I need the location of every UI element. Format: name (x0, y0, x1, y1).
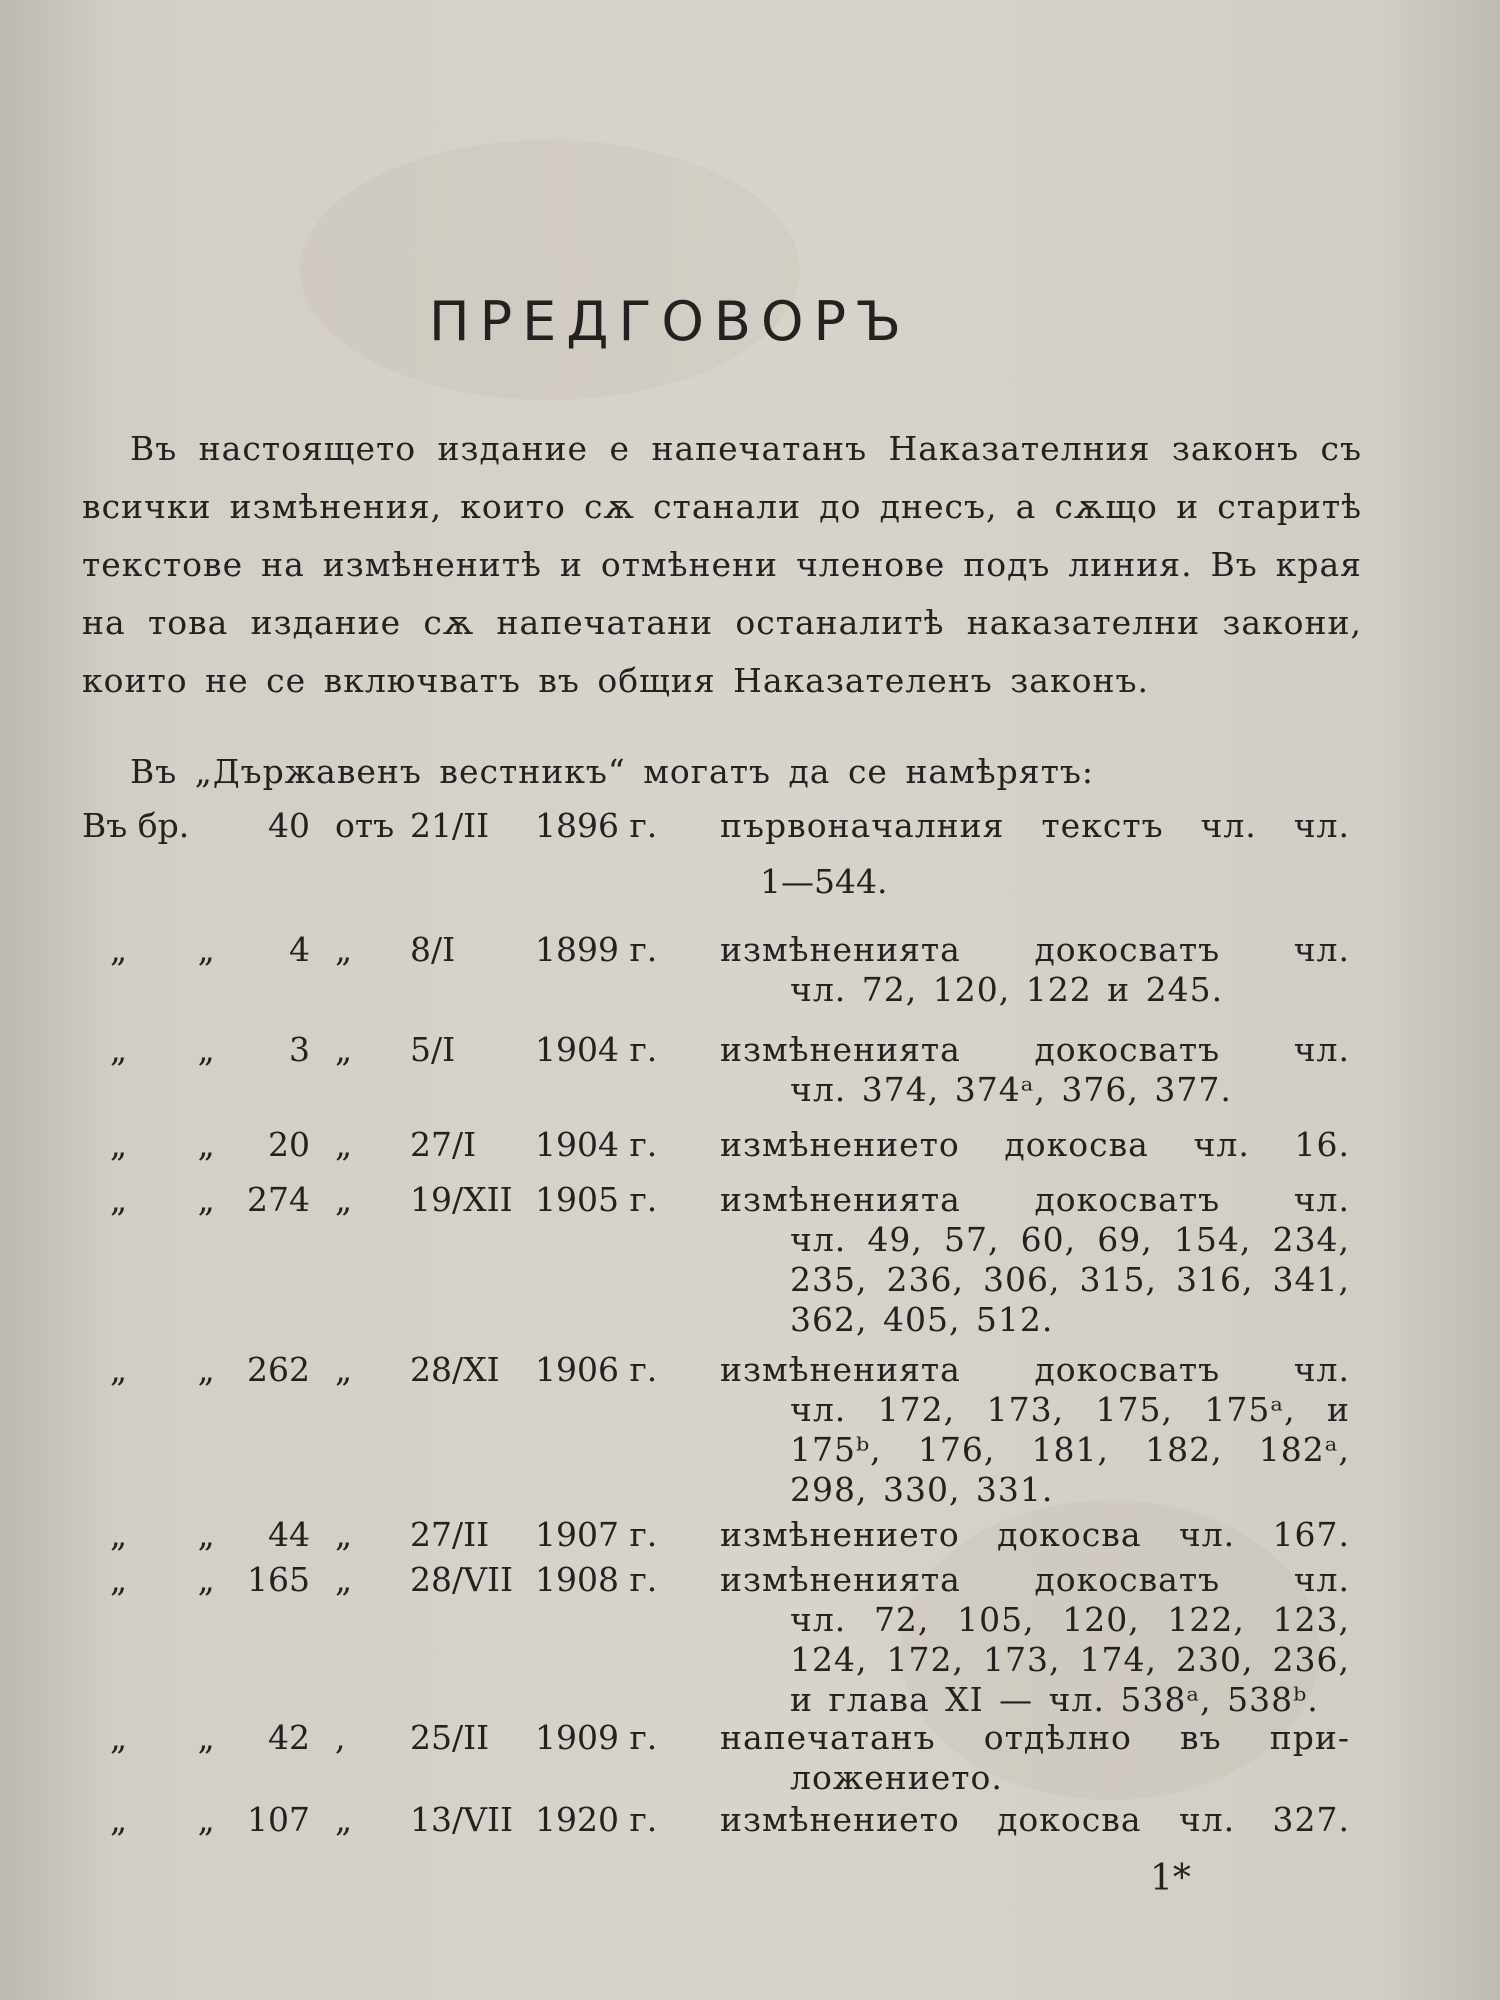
entry-year: 1920 г. (535, 1800, 658, 1839)
entry-issue: 4 (289, 930, 310, 969)
lead-line: Въ „Държавенъ вестникъ“ могатъ да се намѣрятъ: (130, 752, 1094, 791)
entry-description: измѣнението докосва чл. 16. (720, 1125, 1350, 1164)
entry-year: 1904 г. (535, 1030, 658, 1069)
entry-ot: „ (335, 1030, 353, 1069)
entry-ot: „ (335, 1350, 353, 1389)
entry-issue: 20 (268, 1125, 310, 1164)
entry-ot: отъ (335, 806, 395, 845)
entry-description: измѣненията докосватъ чл. чл. 49, 57, 60, 69, 154, 234, 235, 236, 306, 315, 316, 341, 362, 405, 512. (720, 1180, 1350, 1339)
entry-date: 28/VII (410, 1560, 514, 1599)
entry-date: 28/XI (410, 1350, 500, 1389)
entry-issue: 262 (247, 1350, 310, 1389)
ditto-marks: „ „ (110, 1515, 245, 1554)
entry-issue: 3 (289, 1030, 310, 1069)
entry-ot: , (335, 1718, 346, 1757)
entry-date: 8/I (410, 930, 456, 969)
entry-ot: „ (335, 1560, 353, 1599)
entry-description: напечатанъ отдѣлно въ при- ложението. (720, 1718, 1350, 1797)
entry-ot: „ (335, 930, 353, 969)
page-number: 1* (1150, 1858, 1191, 1899)
intro-paragraph: Въ настоящето издание е напечатанъ Наказателния законъ съ всички измѣнения, които сѫ станали до днесъ, а сѫщо и старитѣ текстове на измѣненитѣ и отмѣнени членове подъ линия. Въ края на това издание сѫ напечатани останалитѣ наказателни закони, които не се включватъ въ общия Наказателенъ законъ. (82, 429, 1362, 700)
entry-date: 19/XII (410, 1180, 513, 1219)
entry-issue: 42 (268, 1718, 310, 1757)
entry-description: измѣненията докосватъ чл. чл. 172, 173, 175, 175ᵃ, и 175ᵇ, 176, 181, 182, 182ᵃ, 298, 330, 331. (720, 1350, 1350, 1509)
entry-description: измѣнението докосва чл. 167. (720, 1515, 1350, 1554)
entry-description: измѣненията докосватъ чл. чл. 72, 120, 122 и 245. (720, 930, 1350, 1009)
entry-year: 1905 г. (535, 1180, 658, 1219)
entry-year: 1909 г. (535, 1718, 658, 1757)
ditto-marks: „ „ (110, 1560, 245, 1599)
entry-ot: „ (335, 1515, 353, 1554)
entry-issue: 274 (247, 1180, 310, 1219)
entry-prefix: Въ бр. (82, 806, 190, 845)
entry-issue: 40 (268, 806, 310, 845)
entry-description: измѣненията докосватъ чл. чл. 374, 374ᵃ, 376, 377. (720, 1030, 1350, 1109)
ditto-marks: „ „ (110, 1800, 245, 1839)
entry-date: 25/II (410, 1718, 490, 1757)
entry-year: 1907 г. (535, 1515, 658, 1554)
entry-ot: „ (335, 1125, 353, 1164)
ditto-marks: „ „ (110, 1030, 245, 1069)
entry-year: 1906 г. (535, 1350, 658, 1389)
entry-ot: „ (335, 1800, 353, 1839)
ditto-marks: „ „ (110, 1718, 245, 1757)
entry-year: 1899 г. (535, 930, 658, 969)
entry-date: 21/II (410, 806, 490, 845)
entry-date: 13/VII (410, 1800, 514, 1839)
entry-issue: 44 (268, 1515, 310, 1554)
ditto-marks: „ „ (110, 1180, 245, 1219)
entry-date: 27/II (410, 1515, 490, 1554)
entry-description: измѣнението докосва чл. 327. (720, 1800, 1350, 1839)
ditto-marks: „ „ (110, 930, 245, 969)
entry-year: 1904 г. (535, 1125, 658, 1164)
entry-description: измѣненията докосватъ чл. чл. 72, 105, 120, 122, 123, 124, 172, 173, 174, 230, 236, и глава XI — чл. 538ᵃ, 538ᵇ. (720, 1560, 1350, 1719)
entry-date: 27/I (410, 1125, 477, 1164)
entry-year: 1908 г. (535, 1560, 658, 1599)
entry-issue: 165 (247, 1560, 310, 1599)
entry-issue: 107 (247, 1800, 310, 1839)
entry-date: 5/I (410, 1030, 456, 1069)
entry-description: първоначалния текстъ чл. чл. (720, 806, 1350, 845)
entry-year: 1896 г. (535, 806, 658, 845)
ditto-marks: „ „ (110, 1350, 245, 1389)
page-title: ПРЕДГОВОРЪ (429, 290, 911, 353)
entry-range: 1—544. (760, 862, 888, 901)
entry-ot: „ (335, 1180, 353, 1219)
ditto-marks: „ „ (110, 1125, 245, 1164)
